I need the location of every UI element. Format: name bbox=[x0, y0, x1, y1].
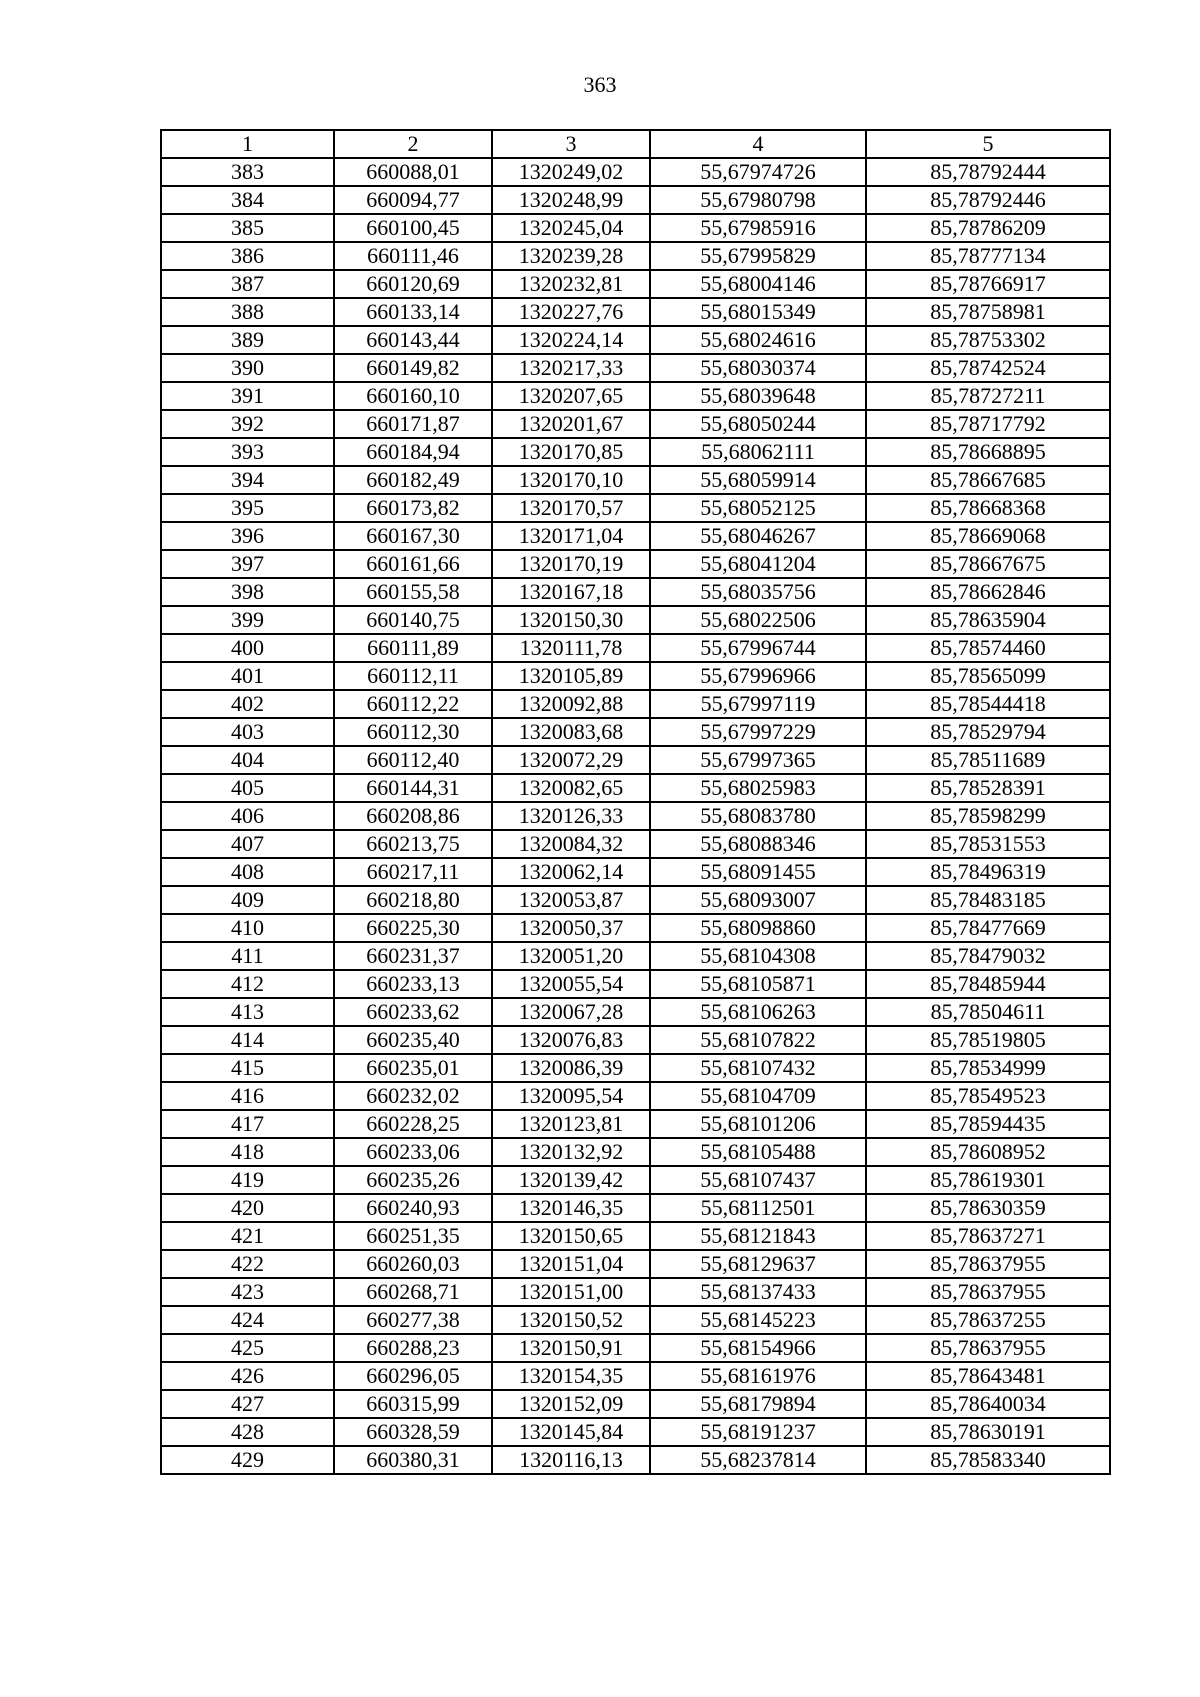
latitude-cell: 55,67974726 bbox=[650, 158, 866, 186]
latitude-cell: 55,68191237 bbox=[650, 1418, 866, 1446]
latitude-cell: 55,68024616 bbox=[650, 326, 866, 354]
latitude-cell: 55,67985916 bbox=[650, 214, 866, 242]
coordinates-table bbox=[160, 129, 1111, 1475]
point-number-cell: 402 bbox=[161, 690, 334, 718]
point-number-cell: 414 bbox=[161, 1026, 334, 1054]
longitude-cell: 85,78630191 bbox=[866, 1418, 1110, 1446]
table-row bbox=[161, 662, 1110, 690]
latitude-cell: 55,67997119 bbox=[650, 690, 866, 718]
longitude-cell: 85,78635904 bbox=[866, 606, 1110, 634]
x-coordinate-cell: 660155,58 bbox=[334, 578, 492, 606]
x-coordinate-cell: 660315,99 bbox=[334, 1390, 492, 1418]
table-row bbox=[161, 1166, 1110, 1194]
latitude-cell: 55,68154966 bbox=[650, 1334, 866, 1362]
latitude-cell: 55,68015349 bbox=[650, 298, 866, 326]
point-number-cell: 415 bbox=[161, 1054, 334, 1082]
y-coordinate-cell: 1320126,33 bbox=[492, 802, 650, 830]
longitude-cell: 85,78792446 bbox=[866, 186, 1110, 214]
table-row bbox=[161, 1334, 1110, 1362]
y-coordinate-cell: 1320116,13 bbox=[492, 1446, 650, 1474]
y-coordinate-cell: 1320201,67 bbox=[492, 410, 650, 438]
x-coordinate-cell: 660112,11 bbox=[334, 662, 492, 690]
point-number-cell: 388 bbox=[161, 298, 334, 326]
x-coordinate-cell: 660233,06 bbox=[334, 1138, 492, 1166]
longitude-cell: 85,78637255 bbox=[866, 1306, 1110, 1334]
y-coordinate-cell: 1320248,99 bbox=[492, 186, 650, 214]
point-number-cell: 427 bbox=[161, 1390, 334, 1418]
x-coordinate-cell: 660143,44 bbox=[334, 326, 492, 354]
y-coordinate-cell: 1320062,14 bbox=[492, 858, 650, 886]
y-coordinate-cell: 1320170,85 bbox=[492, 438, 650, 466]
point-number-cell: 400 bbox=[161, 634, 334, 662]
y-coordinate-cell: 1320150,30 bbox=[492, 606, 650, 634]
y-coordinate-cell: 1320170,57 bbox=[492, 494, 650, 522]
table-row bbox=[161, 270, 1110, 298]
x-coordinate-cell: 660208,86 bbox=[334, 802, 492, 830]
longitude-cell: 85,78608952 bbox=[866, 1138, 1110, 1166]
latitude-cell: 55,68062111 bbox=[650, 438, 866, 466]
x-coordinate-cell: 660213,75 bbox=[334, 830, 492, 858]
x-coordinate-cell: 660140,75 bbox=[334, 606, 492, 634]
x-coordinate-cell: 660218,80 bbox=[334, 886, 492, 914]
column-header-2: 2 bbox=[334, 130, 492, 158]
table-row bbox=[161, 606, 1110, 634]
y-coordinate-cell: 1320232,81 bbox=[492, 270, 650, 298]
table-row bbox=[161, 382, 1110, 410]
x-coordinate-cell: 660380,31 bbox=[334, 1446, 492, 1474]
y-coordinate-cell: 1320150,52 bbox=[492, 1306, 650, 1334]
y-coordinate-cell: 1320150,91 bbox=[492, 1334, 650, 1362]
latitude-cell: 55,68101206 bbox=[650, 1110, 866, 1138]
x-coordinate-cell: 660268,71 bbox=[334, 1278, 492, 1306]
latitude-cell: 55,68145223 bbox=[650, 1306, 866, 1334]
longitude-cell: 85,78742524 bbox=[866, 354, 1110, 382]
table-row bbox=[161, 298, 1110, 326]
x-coordinate-cell: 660100,45 bbox=[334, 214, 492, 242]
x-coordinate-cell: 660112,22 bbox=[334, 690, 492, 718]
latitude-cell: 55,68004146 bbox=[650, 270, 866, 298]
latitude-cell: 55,68039648 bbox=[650, 382, 866, 410]
y-coordinate-cell: 1320082,65 bbox=[492, 774, 650, 802]
table-row bbox=[161, 802, 1110, 830]
y-coordinate-cell: 1320154,35 bbox=[492, 1362, 650, 1390]
longitude-cell: 85,78786209 bbox=[866, 214, 1110, 242]
point-number-cell: 425 bbox=[161, 1334, 334, 1362]
x-coordinate-cell: 660167,30 bbox=[334, 522, 492, 550]
point-number-cell: 406 bbox=[161, 802, 334, 830]
y-coordinate-cell: 1320139,42 bbox=[492, 1166, 650, 1194]
point-number-cell: 389 bbox=[161, 326, 334, 354]
point-number-cell: 396 bbox=[161, 522, 334, 550]
y-coordinate-cell: 1320171,04 bbox=[492, 522, 650, 550]
y-coordinate-cell: 1320055,54 bbox=[492, 970, 650, 998]
longitude-cell: 85,78668368 bbox=[866, 494, 1110, 522]
table-row bbox=[161, 522, 1110, 550]
column-header-1: 1 bbox=[161, 130, 334, 158]
y-coordinate-cell: 1320152,09 bbox=[492, 1390, 650, 1418]
table-row bbox=[161, 326, 1110, 354]
longitude-cell: 85,78519805 bbox=[866, 1026, 1110, 1054]
longitude-cell: 85,78643481 bbox=[866, 1362, 1110, 1390]
point-number-cell: 386 bbox=[161, 242, 334, 270]
latitude-cell: 55,68035756 bbox=[650, 578, 866, 606]
longitude-cell: 85,78511689 bbox=[866, 746, 1110, 774]
latitude-cell: 55,68107437 bbox=[650, 1166, 866, 1194]
longitude-cell: 85,78667675 bbox=[866, 550, 1110, 578]
point-number-cell: 417 bbox=[161, 1110, 334, 1138]
x-coordinate-cell: 660173,82 bbox=[334, 494, 492, 522]
x-coordinate-cell: 660235,40 bbox=[334, 1026, 492, 1054]
table-row bbox=[161, 746, 1110, 774]
y-coordinate-cell: 1320224,14 bbox=[492, 326, 650, 354]
longitude-cell: 85,78594435 bbox=[866, 1110, 1110, 1138]
longitude-cell: 85,78477669 bbox=[866, 914, 1110, 942]
latitude-cell: 55,68107432 bbox=[650, 1054, 866, 1082]
point-number-cell: 409 bbox=[161, 886, 334, 914]
point-number-cell: 413 bbox=[161, 998, 334, 1026]
point-number-cell: 384 bbox=[161, 186, 334, 214]
table-row bbox=[161, 858, 1110, 886]
table-row bbox=[161, 1110, 1110, 1138]
longitude-cell: 85,78727211 bbox=[866, 382, 1110, 410]
x-coordinate-cell: 660260,03 bbox=[334, 1250, 492, 1278]
latitude-cell: 55,67997229 bbox=[650, 718, 866, 746]
point-number-cell: 391 bbox=[161, 382, 334, 410]
x-coordinate-cell: 660288,23 bbox=[334, 1334, 492, 1362]
header-row bbox=[161, 130, 1110, 158]
latitude-cell: 55,68105488 bbox=[650, 1138, 866, 1166]
x-coordinate-cell: 660088,01 bbox=[334, 158, 492, 186]
latitude-cell: 55,68083780 bbox=[650, 802, 866, 830]
longitude-cell: 85,78583340 bbox=[866, 1446, 1110, 1474]
x-coordinate-cell: 660232,02 bbox=[334, 1082, 492, 1110]
longitude-cell: 85,78483185 bbox=[866, 886, 1110, 914]
table-row bbox=[161, 942, 1110, 970]
latitude-cell: 55,68161976 bbox=[650, 1362, 866, 1390]
latitude-cell: 55,68052125 bbox=[650, 494, 866, 522]
table-row bbox=[161, 1222, 1110, 1250]
longitude-cell: 85,78565099 bbox=[866, 662, 1110, 690]
table-row bbox=[161, 886, 1110, 914]
x-coordinate-cell: 660094,77 bbox=[334, 186, 492, 214]
latitude-cell: 55,68112501 bbox=[650, 1194, 866, 1222]
y-coordinate-cell: 1320084,32 bbox=[492, 830, 650, 858]
longitude-cell: 85,78662846 bbox=[866, 578, 1110, 606]
latitude-cell: 55,67996966 bbox=[650, 662, 866, 690]
y-coordinate-cell: 1320076,83 bbox=[492, 1026, 650, 1054]
y-coordinate-cell: 1320167,18 bbox=[492, 578, 650, 606]
table-row bbox=[161, 186, 1110, 214]
point-number-cell: 420 bbox=[161, 1194, 334, 1222]
y-coordinate-cell: 1320123,81 bbox=[492, 1110, 650, 1138]
point-number-cell: 426 bbox=[161, 1362, 334, 1390]
table-row bbox=[161, 466, 1110, 494]
table-row bbox=[161, 1362, 1110, 1390]
column-header-4: 4 bbox=[650, 130, 866, 158]
table-row bbox=[161, 1306, 1110, 1334]
longitude-cell: 85,78753302 bbox=[866, 326, 1110, 354]
y-coordinate-cell: 1320170,10 bbox=[492, 466, 650, 494]
y-coordinate-cell: 1320249,02 bbox=[492, 158, 650, 186]
point-number-cell: 387 bbox=[161, 270, 334, 298]
y-coordinate-cell: 1320150,65 bbox=[492, 1222, 650, 1250]
x-coordinate-cell: 660111,89 bbox=[334, 634, 492, 662]
point-number-cell: 422 bbox=[161, 1250, 334, 1278]
longitude-cell: 85,78717792 bbox=[866, 410, 1110, 438]
y-coordinate-cell: 1320095,54 bbox=[492, 1082, 650, 1110]
x-coordinate-cell: 660328,59 bbox=[334, 1418, 492, 1446]
x-coordinate-cell: 660161,66 bbox=[334, 550, 492, 578]
longitude-cell: 85,78640034 bbox=[866, 1390, 1110, 1418]
longitude-cell: 85,78637955 bbox=[866, 1250, 1110, 1278]
latitude-cell: 55,68107822 bbox=[650, 1026, 866, 1054]
table-row bbox=[161, 1026, 1110, 1054]
latitude-cell: 55,68046267 bbox=[650, 522, 866, 550]
point-number-cell: 410 bbox=[161, 914, 334, 942]
x-coordinate-cell: 660120,69 bbox=[334, 270, 492, 298]
longitude-cell: 85,78758981 bbox=[866, 298, 1110, 326]
x-coordinate-cell: 660171,87 bbox=[334, 410, 492, 438]
latitude-cell: 55,68093007 bbox=[650, 886, 866, 914]
column-header-3: 3 bbox=[492, 130, 650, 158]
y-coordinate-cell: 1320245,04 bbox=[492, 214, 650, 242]
latitude-cell: 55,67997365 bbox=[650, 746, 866, 774]
latitude-cell: 55,68091455 bbox=[650, 858, 866, 886]
x-coordinate-cell: 660112,40 bbox=[334, 746, 492, 774]
table-row bbox=[161, 1278, 1110, 1306]
table-row bbox=[161, 1446, 1110, 1474]
point-number-cell: 408 bbox=[161, 858, 334, 886]
y-coordinate-cell: 1320105,89 bbox=[492, 662, 650, 690]
table-row bbox=[161, 1138, 1110, 1166]
y-coordinate-cell: 1320151,00 bbox=[492, 1278, 650, 1306]
latitude-cell: 55,68106263 bbox=[650, 998, 866, 1026]
x-coordinate-cell: 660160,10 bbox=[334, 382, 492, 410]
table-row bbox=[161, 242, 1110, 270]
table-row bbox=[161, 970, 1110, 998]
latitude-cell: 55,68105871 bbox=[650, 970, 866, 998]
table-row bbox=[161, 550, 1110, 578]
table-row bbox=[161, 998, 1110, 1026]
x-coordinate-cell: 660231,37 bbox=[334, 942, 492, 970]
x-coordinate-cell: 660182,49 bbox=[334, 466, 492, 494]
point-number-cell: 390 bbox=[161, 354, 334, 382]
table-body bbox=[161, 158, 1110, 1474]
table-row bbox=[161, 1194, 1110, 1222]
point-number-cell: 424 bbox=[161, 1306, 334, 1334]
y-coordinate-cell: 1320207,65 bbox=[492, 382, 650, 410]
point-number-cell: 398 bbox=[161, 578, 334, 606]
point-number-cell: 407 bbox=[161, 830, 334, 858]
y-coordinate-cell: 1320051,20 bbox=[492, 942, 650, 970]
x-coordinate-cell: 660111,46 bbox=[334, 242, 492, 270]
point-number-cell: 401 bbox=[161, 662, 334, 690]
y-coordinate-cell: 1320050,37 bbox=[492, 914, 650, 942]
latitude-cell: 55,67995829 bbox=[650, 242, 866, 270]
table-row bbox=[161, 410, 1110, 438]
table-row bbox=[161, 1082, 1110, 1110]
y-coordinate-cell: 1320151,04 bbox=[492, 1250, 650, 1278]
table-row bbox=[161, 830, 1110, 858]
table-row bbox=[161, 214, 1110, 242]
point-number-cell: 404 bbox=[161, 746, 334, 774]
longitude-cell: 85,78534999 bbox=[866, 1054, 1110, 1082]
latitude-cell: 55,68022506 bbox=[650, 606, 866, 634]
y-coordinate-cell: 1320072,29 bbox=[492, 746, 650, 774]
latitude-cell: 55,68104709 bbox=[650, 1082, 866, 1110]
y-coordinate-cell: 1320053,87 bbox=[492, 886, 650, 914]
longitude-cell: 85,78619301 bbox=[866, 1166, 1110, 1194]
point-number-cell: 399 bbox=[161, 606, 334, 634]
point-number-cell: 403 bbox=[161, 718, 334, 746]
latitude-cell: 55,68025983 bbox=[650, 774, 866, 802]
longitude-cell: 85,78777134 bbox=[866, 242, 1110, 270]
point-number-cell: 411 bbox=[161, 942, 334, 970]
point-number-cell: 392 bbox=[161, 410, 334, 438]
table-row bbox=[161, 158, 1110, 186]
point-number-cell: 383 bbox=[161, 158, 334, 186]
longitude-cell: 85,78504611 bbox=[866, 998, 1110, 1026]
latitude-cell: 55,68098860 bbox=[650, 914, 866, 942]
table-row bbox=[161, 774, 1110, 802]
table-row bbox=[161, 354, 1110, 382]
latitude-cell: 55,68129637 bbox=[650, 1250, 866, 1278]
column-header-5: 5 bbox=[866, 130, 1110, 158]
table-row bbox=[161, 634, 1110, 662]
y-coordinate-cell: 1320067,28 bbox=[492, 998, 650, 1026]
point-number-cell: 418 bbox=[161, 1138, 334, 1166]
point-number-cell: 421 bbox=[161, 1222, 334, 1250]
y-coordinate-cell: 1320132,92 bbox=[492, 1138, 650, 1166]
table-row bbox=[161, 1250, 1110, 1278]
x-coordinate-cell: 660277,38 bbox=[334, 1306, 492, 1334]
x-coordinate-cell: 660235,26 bbox=[334, 1166, 492, 1194]
x-coordinate-cell: 660233,62 bbox=[334, 998, 492, 1026]
y-coordinate-cell: 1320111,78 bbox=[492, 634, 650, 662]
longitude-cell: 85,78630359 bbox=[866, 1194, 1110, 1222]
longitude-cell: 85,78574460 bbox=[866, 634, 1110, 662]
longitude-cell: 85,78598299 bbox=[866, 802, 1110, 830]
latitude-cell: 55,68104308 bbox=[650, 942, 866, 970]
y-coordinate-cell: 1320239,28 bbox=[492, 242, 650, 270]
latitude-cell: 55,68041204 bbox=[650, 550, 866, 578]
latitude-cell: 55,68121843 bbox=[650, 1222, 866, 1250]
longitude-cell: 85,78667685 bbox=[866, 466, 1110, 494]
table-row bbox=[161, 438, 1110, 466]
y-coordinate-cell: 1320083,68 bbox=[492, 718, 650, 746]
longitude-cell: 85,78669068 bbox=[866, 522, 1110, 550]
y-coordinate-cell: 1320092,88 bbox=[492, 690, 650, 718]
latitude-cell: 55,68237814 bbox=[650, 1446, 866, 1474]
x-coordinate-cell: 660144,31 bbox=[334, 774, 492, 802]
longitude-cell: 85,78668895 bbox=[866, 438, 1110, 466]
y-coordinate-cell: 1320145,84 bbox=[492, 1418, 650, 1446]
longitude-cell: 85,78479032 bbox=[866, 942, 1110, 970]
latitude-cell: 55,68137433 bbox=[650, 1278, 866, 1306]
latitude-cell: 55,68088346 bbox=[650, 830, 866, 858]
x-coordinate-cell: 660225,30 bbox=[334, 914, 492, 942]
x-coordinate-cell: 660240,93 bbox=[334, 1194, 492, 1222]
point-number-cell: 423 bbox=[161, 1278, 334, 1306]
x-coordinate-cell: 660251,35 bbox=[334, 1222, 492, 1250]
point-number-cell: 395 bbox=[161, 494, 334, 522]
point-number-cell: 393 bbox=[161, 438, 334, 466]
y-coordinate-cell: 1320086,39 bbox=[492, 1054, 650, 1082]
x-coordinate-cell: 660112,30 bbox=[334, 718, 492, 746]
longitude-cell: 85,78485944 bbox=[866, 970, 1110, 998]
point-number-cell: 416 bbox=[161, 1082, 334, 1110]
longitude-cell: 85,78766917 bbox=[866, 270, 1110, 298]
page-number: 363 bbox=[583, 72, 617, 97]
latitude-cell: 55,67996744 bbox=[650, 634, 866, 662]
table-row bbox=[161, 718, 1110, 746]
y-coordinate-cell: 1320170,19 bbox=[492, 550, 650, 578]
longitude-cell: 85,78549523 bbox=[866, 1082, 1110, 1110]
y-coordinate-cell: 1320146,35 bbox=[492, 1194, 650, 1222]
latitude-cell: 55,68059914 bbox=[650, 466, 866, 494]
table-row bbox=[161, 1418, 1110, 1446]
x-coordinate-cell: 660184,94 bbox=[334, 438, 492, 466]
x-coordinate-cell: 660217,11 bbox=[334, 858, 492, 886]
y-coordinate-cell: 1320217,33 bbox=[492, 354, 650, 382]
latitude-cell: 55,68050244 bbox=[650, 410, 866, 438]
x-coordinate-cell: 660133,14 bbox=[334, 298, 492, 326]
point-number-cell: 397 bbox=[161, 550, 334, 578]
point-number-cell: 429 bbox=[161, 1446, 334, 1474]
table-row bbox=[161, 494, 1110, 522]
table-header bbox=[161, 130, 1110, 158]
longitude-cell: 85,78529794 bbox=[866, 718, 1110, 746]
point-number-cell: 412 bbox=[161, 970, 334, 998]
table-row bbox=[161, 1054, 1110, 1082]
longitude-cell: 85,78637271 bbox=[866, 1222, 1110, 1250]
longitude-cell: 85,78637955 bbox=[866, 1334, 1110, 1362]
x-coordinate-cell: 660235,01 bbox=[334, 1054, 492, 1082]
point-number-cell: 385 bbox=[161, 214, 334, 242]
x-coordinate-cell: 660296,05 bbox=[334, 1362, 492, 1390]
longitude-cell: 85,78637955 bbox=[866, 1278, 1110, 1306]
longitude-cell: 85,78528391 bbox=[866, 774, 1110, 802]
point-number-cell: 419 bbox=[161, 1166, 334, 1194]
latitude-cell: 55,67980798 bbox=[650, 186, 866, 214]
longitude-cell: 85,78544418 bbox=[866, 690, 1110, 718]
table-row bbox=[161, 690, 1110, 718]
point-number-cell: 428 bbox=[161, 1418, 334, 1446]
longitude-cell: 85,78792444 bbox=[866, 158, 1110, 186]
longitude-cell: 85,78496319 bbox=[866, 858, 1110, 886]
table-row bbox=[161, 578, 1110, 606]
latitude-cell: 55,68030374 bbox=[650, 354, 866, 382]
latitude-cell: 55,68179894 bbox=[650, 1390, 866, 1418]
point-number-cell: 405 bbox=[161, 774, 334, 802]
x-coordinate-cell: 660228,25 bbox=[334, 1110, 492, 1138]
table-row bbox=[161, 914, 1110, 942]
x-coordinate-cell: 660149,82 bbox=[334, 354, 492, 382]
longitude-cell: 85,78531553 bbox=[866, 830, 1110, 858]
table-row bbox=[161, 1390, 1110, 1418]
y-coordinate-cell: 1320227,76 bbox=[492, 298, 650, 326]
point-number-cell: 394 bbox=[161, 466, 334, 494]
x-coordinate-cell: 660233,13 bbox=[334, 970, 492, 998]
